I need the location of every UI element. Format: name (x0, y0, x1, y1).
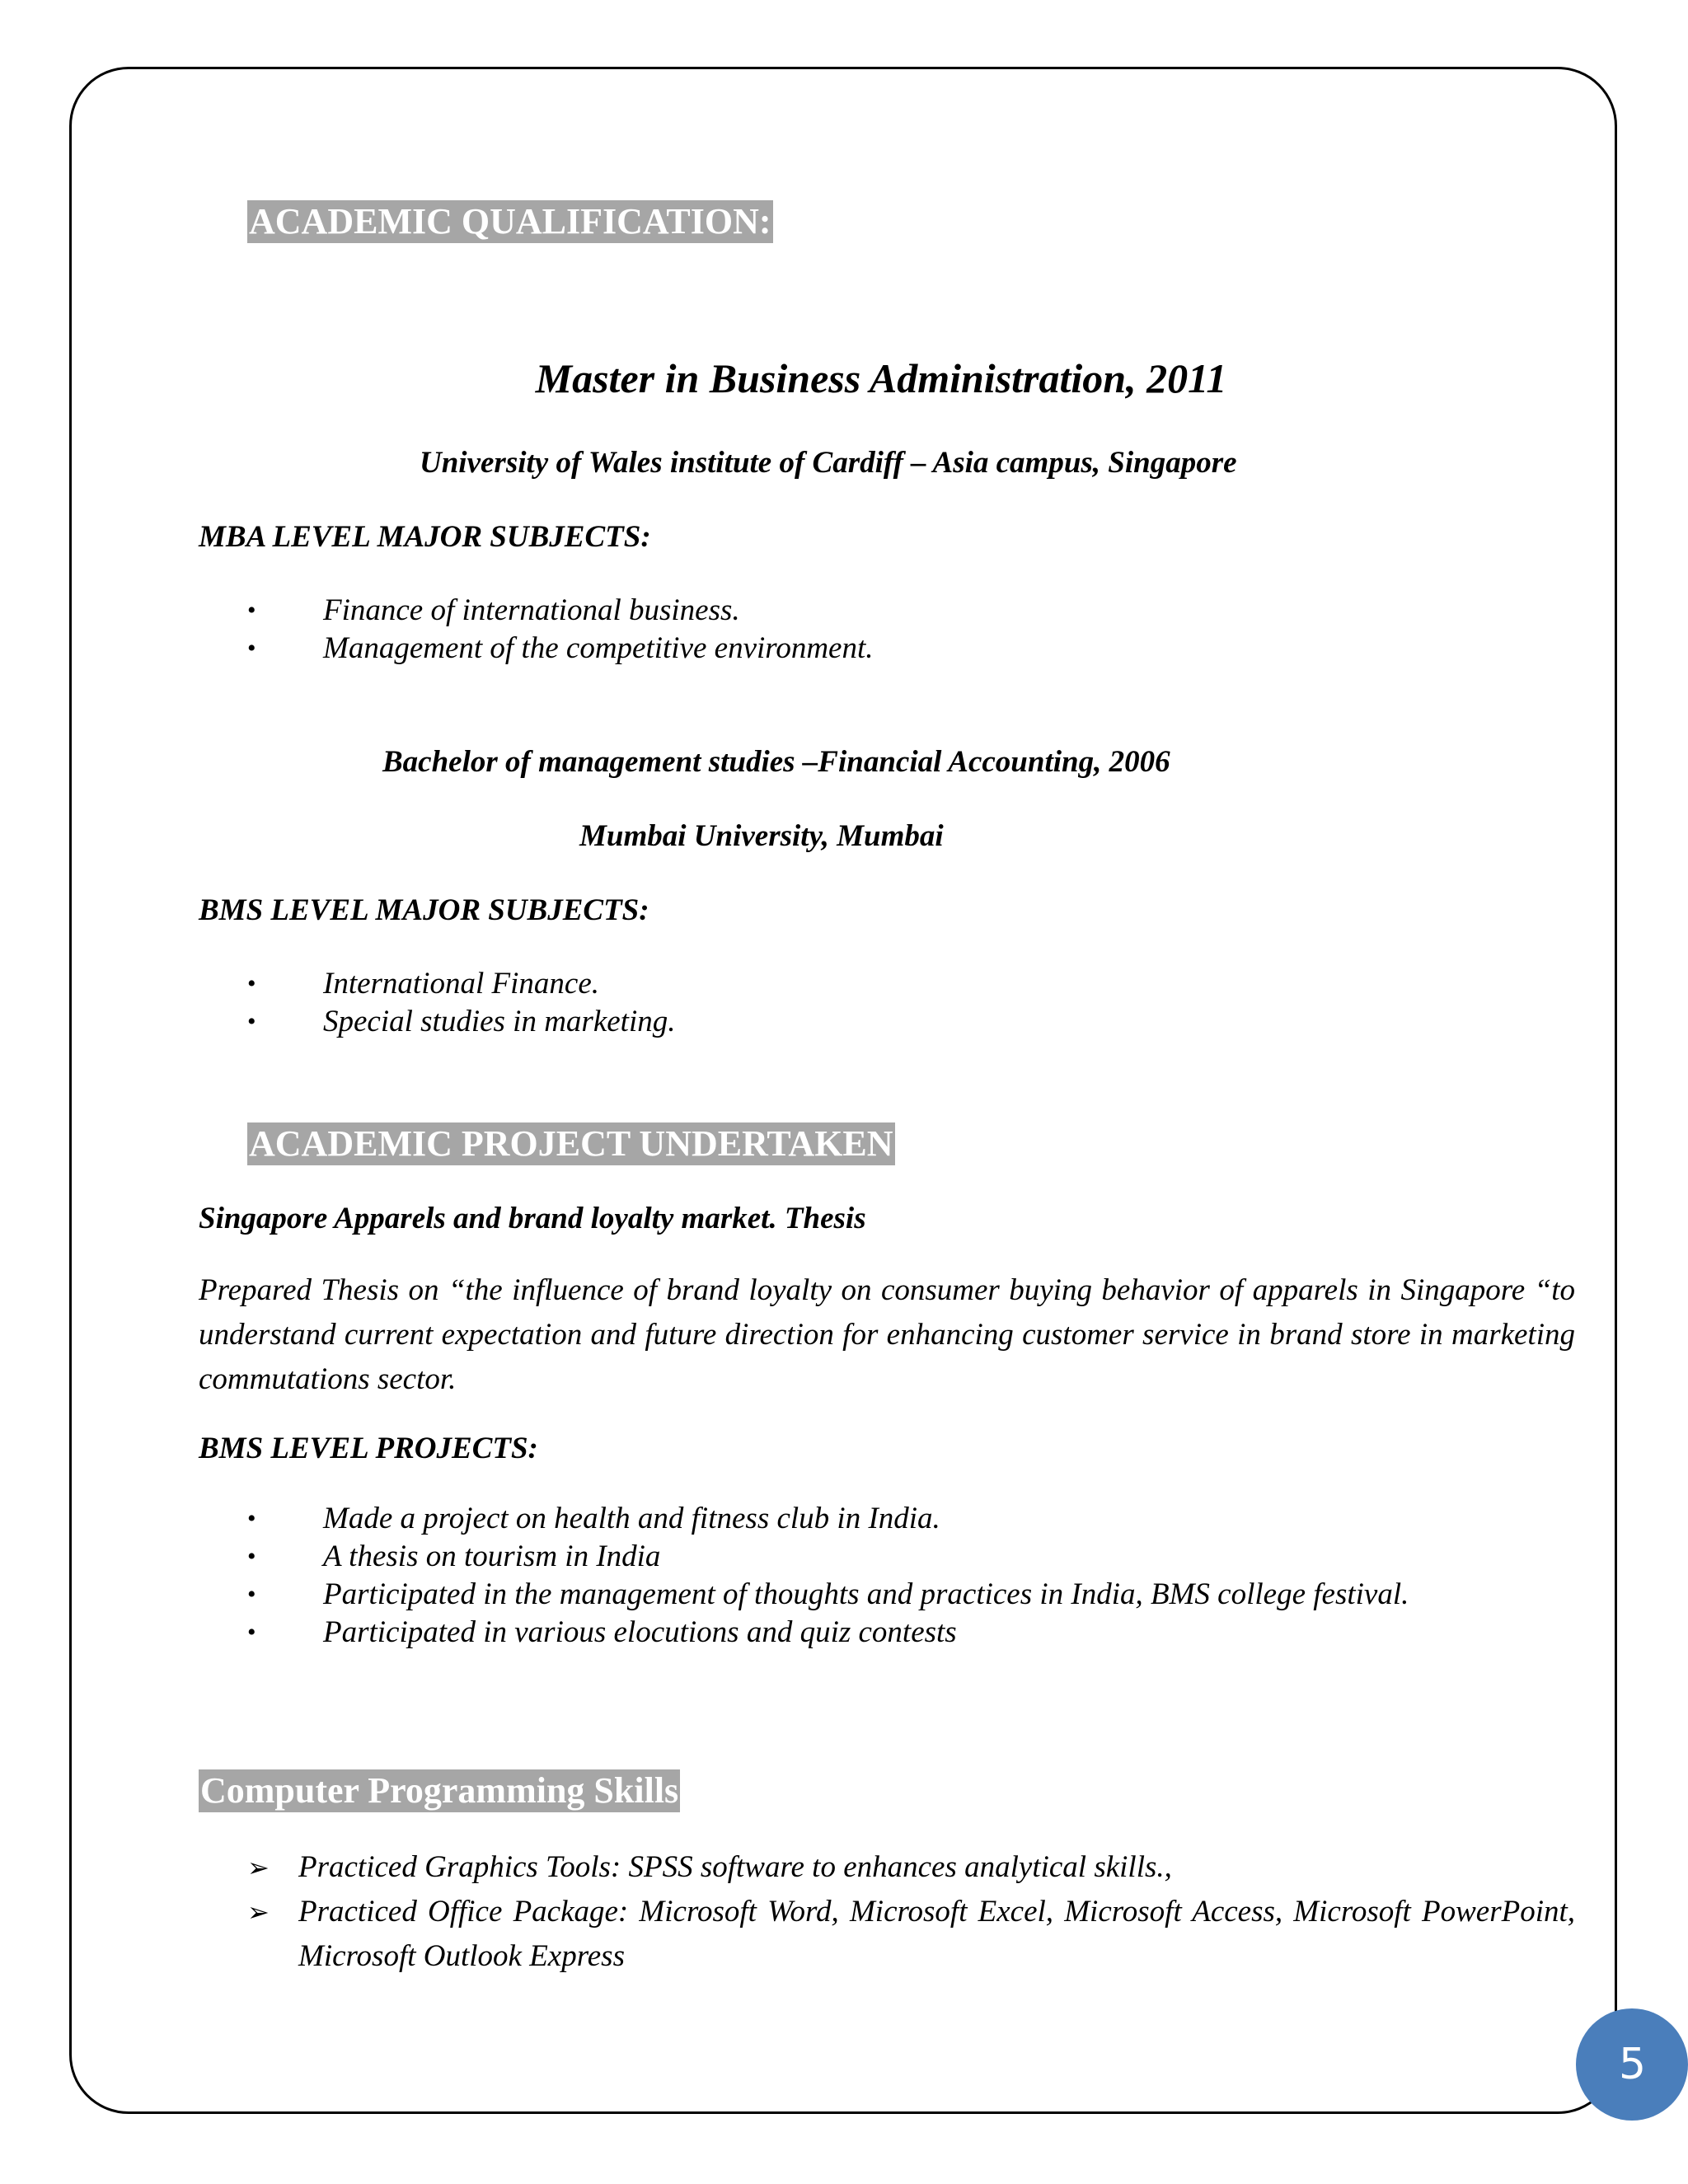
mba-degree-title: Master in Business Administration, 2011 (535, 355, 1227, 401)
bullet-icon: • (247, 597, 256, 624)
list-item (247, 1538, 1409, 1576)
arrow-bullet-icon: ➢ (247, 1897, 270, 1927)
list-item-text: Made a project on health and fitness club in India. (323, 1502, 940, 1535)
list-item-text: Participated in the management of thoughts and practices in India, BMS college festival. (323, 1577, 1409, 1611)
list-item (247, 1890, 1575, 1979)
list-item-text: International Finance. (323, 967, 599, 1001)
list-item (247, 592, 874, 630)
bms-university: Mumbai University, Mumbai (579, 819, 944, 853)
section-heading-academic-project: ACADEMIC PROJECT UNDERTAKEN (249, 1123, 893, 1164)
bms-subjects-list (247, 965, 676, 1041)
project-description: Prepared Thesis on “the influence of brand loyalty on consumer buying behavior of apparels in Singapore “to understand current expectation and future direction for enhancing customer service in brand store in marketing commutations sector. (199, 1273, 1575, 1396)
arrow-bullet-icon: ➢ (247, 1853, 270, 1882)
mba-university: University of Wales institute of Cardiff – Asia campus, Singapore (420, 446, 1237, 480)
bms-projects-heading: BMS LEVEL PROJECTS: (199, 1432, 538, 1465)
bullet-icon: • (247, 1619, 256, 1646)
list-item (247, 630, 874, 668)
project-title: Singapore Apparels and brand loyalty market. Thesis (199, 1202, 866, 1235)
list-item-text: Finance of international business. (323, 593, 740, 627)
list-item-text: Practiced Graphics Tools: SPSS software to enhances analytical skills., (298, 1850, 1172, 1884)
mba-subjects-heading: MBA LEVEL MAJOR SUBJECTS: (199, 520, 651, 554)
list-item-text: Management of the competitive environment. (323, 631, 874, 665)
bullet-icon: • (247, 1008, 256, 1035)
list-item (247, 1845, 1575, 1890)
list-item (247, 1003, 676, 1041)
bullet-icon: • (247, 635, 256, 662)
bullet-icon: • (247, 1505, 256, 1532)
list-item (247, 965, 676, 1003)
list-item (247, 1500, 1409, 1538)
bullet-icon: • (247, 970, 256, 997)
list-item-text: A thesis on tourism in India (323, 1540, 661, 1573)
bullet-icon: • (247, 1581, 256, 1608)
list-item-text: Practiced Office Package: Microsoft Word, Microsoft Excel, Microsoft Access, Microsoft PowerPoint, Microsoft Outlook Express (298, 1895, 1575, 1973)
list-item (247, 1576, 1409, 1614)
bms-subjects-heading: BMS LEVEL MAJOR SUBJECTS: (199, 893, 649, 927)
bms-degree-title: Bachelor of management studies –Financial Accounting, 2006 (382, 745, 1170, 779)
section-heading-academic-qualification: ACADEMIC QUALIFICATION: (249, 201, 771, 241)
page-number-badge: 5 (1576, 2008, 1688, 2121)
list-item-text: Participated in various elocutions and quiz contests (323, 1615, 957, 1649)
bms-projects-list (247, 1500, 1409, 1652)
bullet-icon: • (247, 1543, 256, 1570)
mba-subjects-list (247, 592, 874, 668)
list-item (247, 1614, 1409, 1652)
list-item-text: Special studies in marketing. (323, 1005, 676, 1038)
skills-list (247, 1845, 1575, 1979)
section-heading-computer-skills: Computer Programming Skills (200, 1770, 679, 1811)
